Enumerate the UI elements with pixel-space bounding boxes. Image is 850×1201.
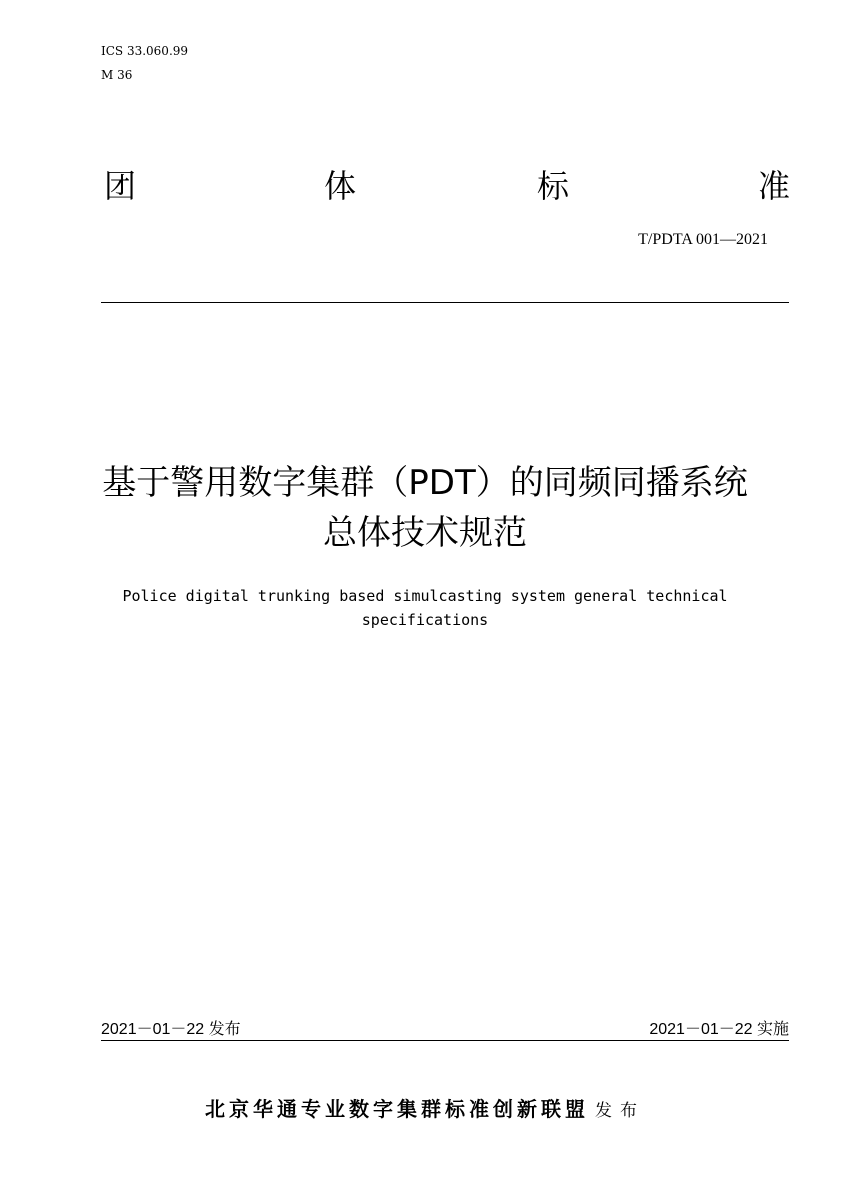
title-chinese-line-2: 总体技术规范: [323, 513, 527, 553]
title-english-line-1: Police digital trunking based simulcasting system general technical: [122, 587, 728, 605]
title-english-line-2: specifications: [361, 611, 489, 629]
ccs-code: M 36: [101, 68, 133, 82]
publisher-action: 发布: [595, 1101, 645, 1121]
footer-divider: [101, 1040, 789, 1041]
standard-number: T/PDTA 001—2021: [638, 231, 768, 248]
standard-type-char: 体: [324, 167, 357, 205]
implementation-date: 2021－01－22 实施: [649, 1021, 789, 1038]
header-divider: [101, 302, 789, 303]
title-english: [40, 584, 810, 632]
title-chinese: [40, 458, 810, 558]
issue-date: 2021－01－22 发布: [101, 1021, 241, 1038]
publisher-name: 北京华通专业数字集群标准创新联盟: [205, 1097, 589, 1121]
publisher-line: [0, 1096, 850, 1124]
standard-type-char: 团: [104, 167, 137, 205]
standard-type-char: 准: [758, 167, 791, 205]
ics-code: ICS 33.060.99: [101, 44, 189, 58]
standard-type-char: 标: [537, 167, 570, 205]
title-chinese-line-1: 基于警用数字集群（PDT）的同频同播系统: [102, 463, 748, 503]
